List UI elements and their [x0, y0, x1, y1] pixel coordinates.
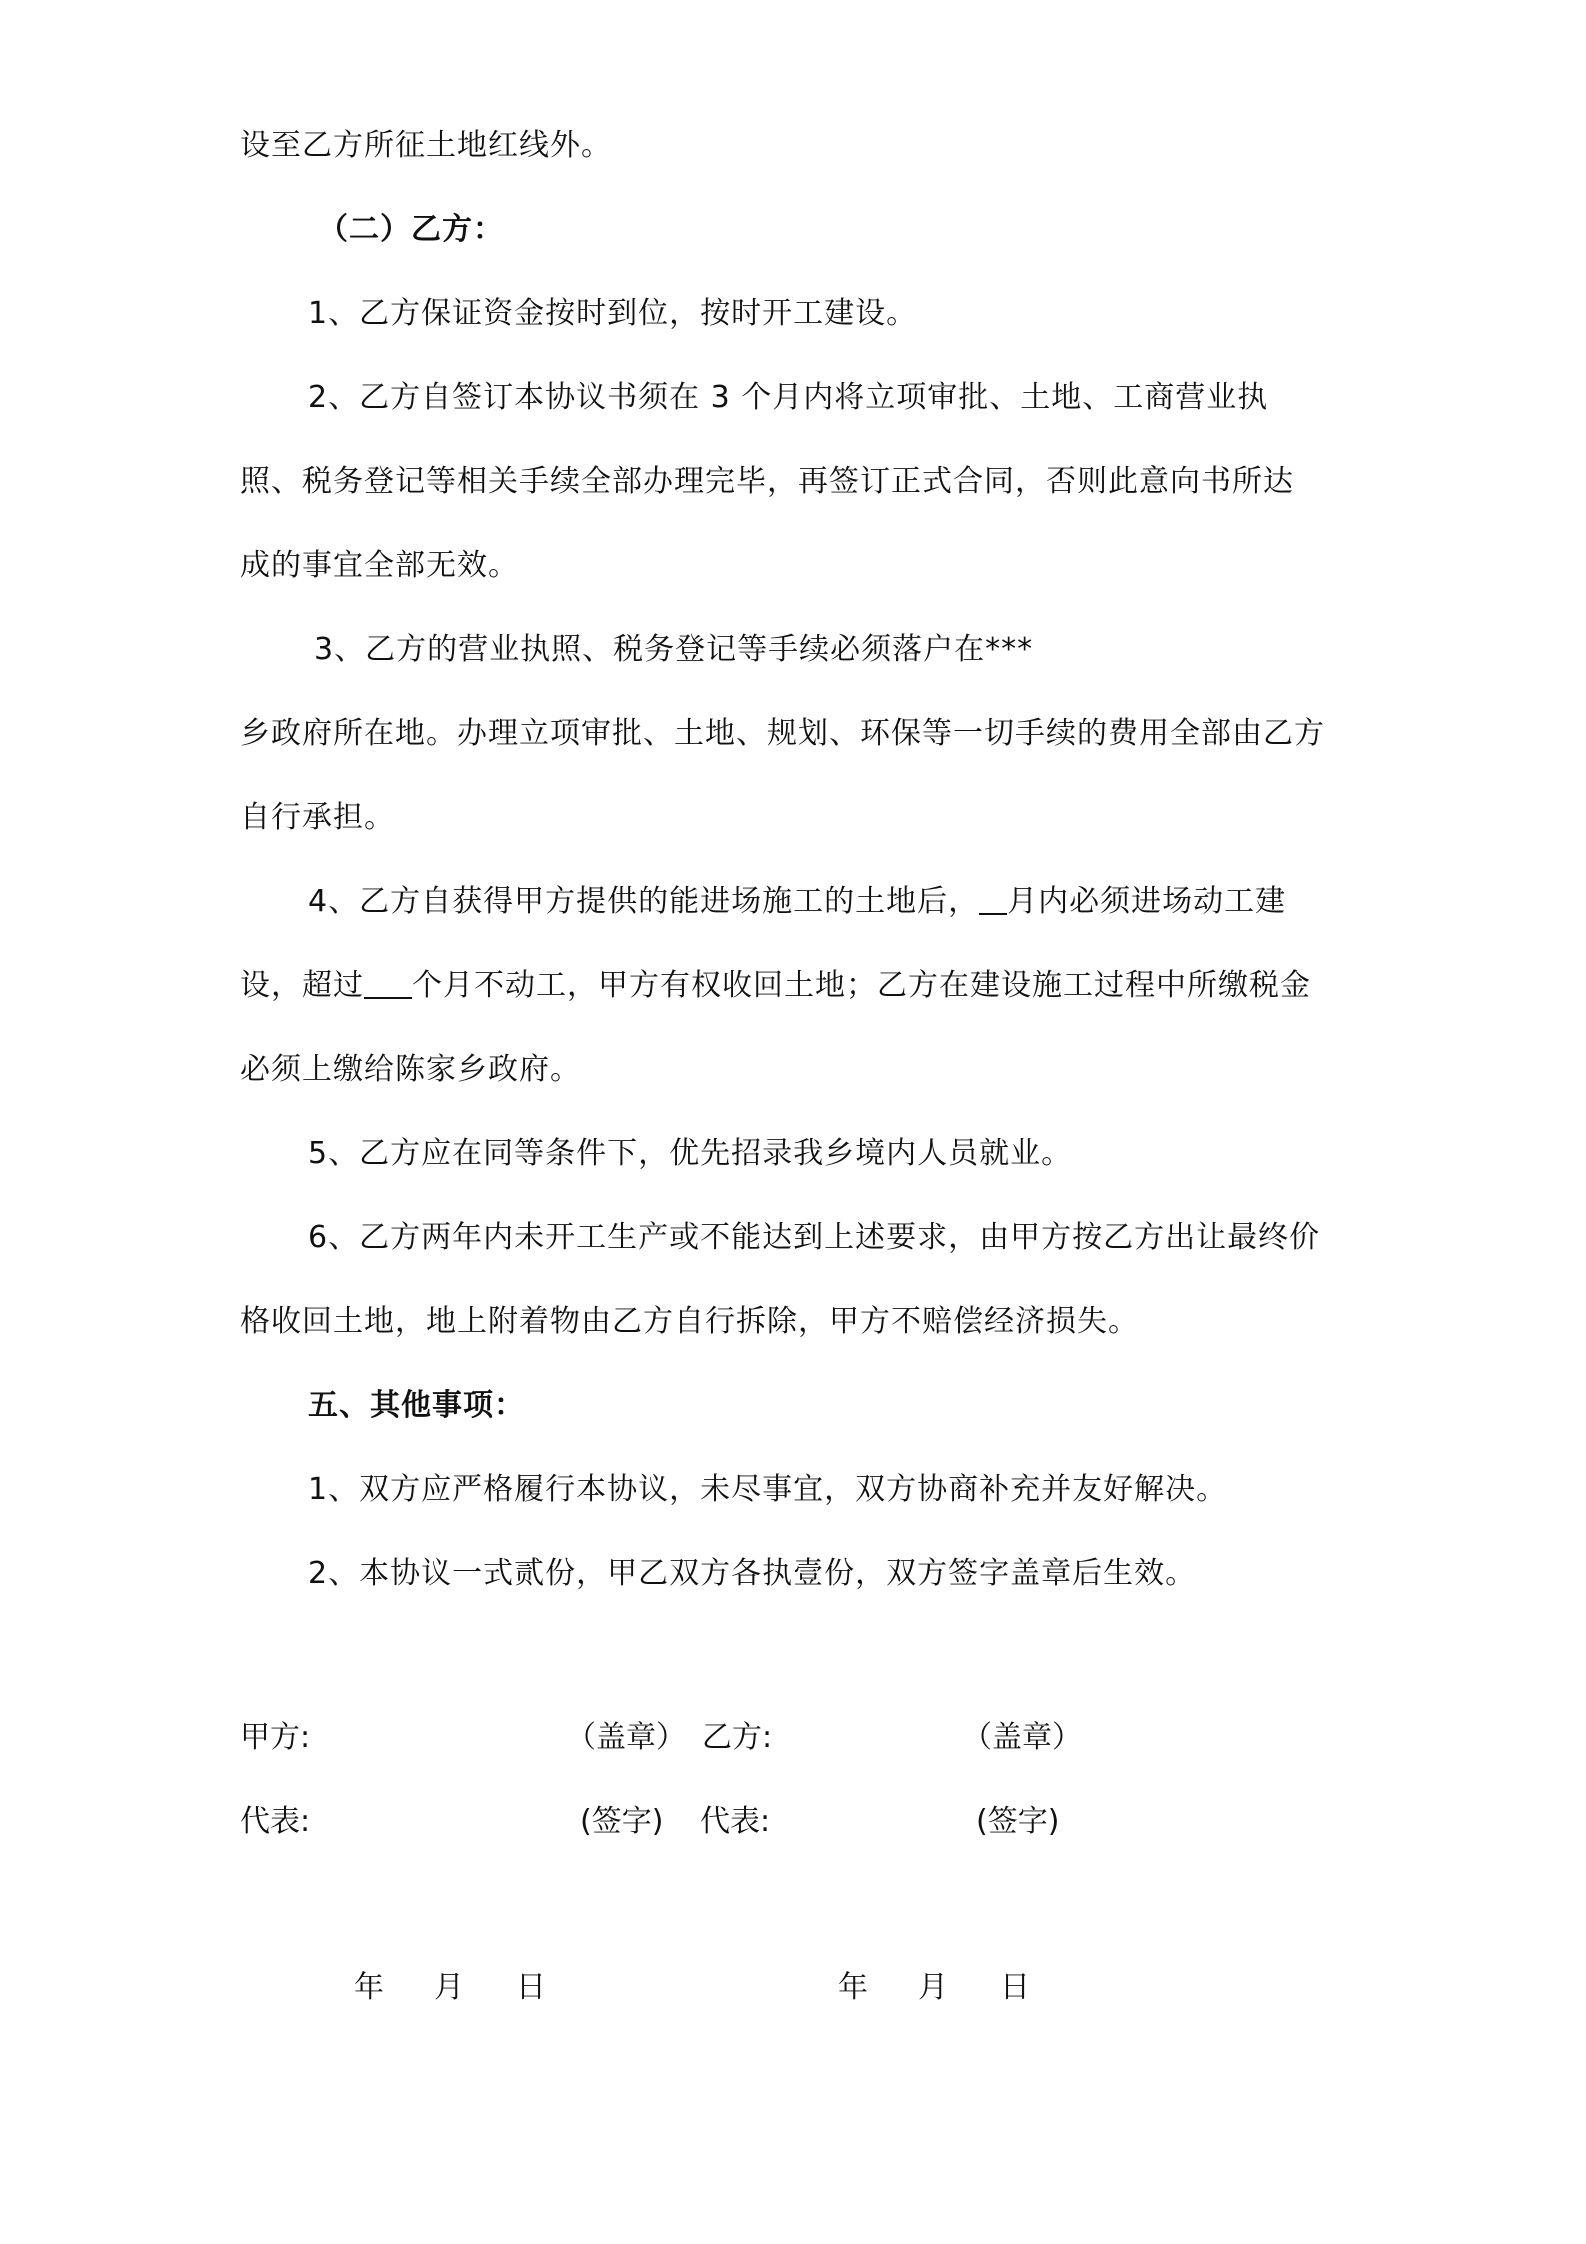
blank-underline-months	[979, 883, 1007, 915]
clause-b-4-line-2	[240, 966, 1311, 1006]
party-b-sign: (签字)	[976, 1804, 1060, 1839]
clause-b-3-line-2: 乡政府所在地。办理立项审批、土地、规划、环保等一切手续的费用全部由乙方	[240, 716, 1325, 751]
party-b-label: 乙方:	[702, 1720, 773, 1755]
clause-b-6-line-1: 6、乙方两年内未开工生产或不能达到上述要求，由甲方按乙方出让最终价	[308, 1220, 1321, 1255]
party-b-seal: （盖章）	[962, 1720, 1082, 1755]
body-line-1: 设至乙方所征土地红线外。	[240, 128, 612, 163]
clause-b-2-line-3: 成的事宜全部无效。	[240, 548, 519, 583]
clause-b-4-text-a: 4、乙方自获得甲方提供的能进场施工的土地后，	[308, 884, 980, 919]
clause-b-3-line-1: 3、乙方的营业执照、税务登记等手续必须落户在***	[314, 632, 1034, 667]
party-a-date-month: 月	[434, 1970, 464, 2005]
section-heading-other: 五、其他事项：	[308, 1388, 525, 1423]
clause-b-6-line-2: 格收回土地，地上附着物由乙方自行拆除，甲方不赔偿经济损失。	[240, 1304, 1139, 1339]
party-a-date-day: 日	[516, 1970, 546, 2005]
clause-b-2-line-2: 照、税务登记等相关手续全部办理完毕，再签订正式合同，否则此意向书所达	[240, 464, 1294, 499]
blank-underline-months-2	[364, 967, 412, 999]
party-a-seal: （盖章）	[566, 1720, 686, 1755]
clause-b-4-line-1	[308, 882, 1286, 922]
party-b-date-month: 月	[918, 1970, 948, 2005]
clause-b-4-text-c: 设，超过	[240, 968, 364, 1003]
party-a-date-year: 年	[354, 1970, 384, 2005]
section-heading-party-b: （二）乙方：	[318, 212, 504, 247]
clause-b-4-text-d: 个月不动工，甲方有权收回土地；乙方在建设施工过程中所缴税金	[412, 968, 1311, 1003]
party-a-sign: (签字)	[580, 1804, 664, 1839]
clause-b-5: 5、乙方应在同等条件下，优先招录我乡境内人员就业。	[308, 1136, 1073, 1171]
clause-other-2: 2、本协议一式贰份，甲乙双方各执壹份，双方签字盖章后生效。	[308, 1556, 1197, 1591]
clause-b-2-line-1: 2、乙方自签订本协议书须在 3 个月内将立项审批、土地、工商营业执	[308, 380, 1269, 415]
clause-b-1: 1、乙方保证资金按时到位，按时开工建设。	[308, 296, 918, 331]
clause-b-4-line-3: 必须上缴给陈家乡政府。	[240, 1052, 581, 1087]
party-a-label: 甲方:	[240, 1720, 311, 1755]
party-b-rep-label: 代表:	[700, 1804, 771, 1839]
party-b-date-year: 年	[838, 1970, 868, 2005]
clause-other-1: 1、双方应严格履行本协议，未尽事宜，双方协商补充并友好解决。	[308, 1472, 1228, 1507]
party-b-date-day: 日	[1000, 1970, 1030, 2005]
party-a-rep-label: 代表:	[240, 1804, 311, 1839]
clause-b-4-text-b: 月内必须进场动工建	[1007, 884, 1287, 919]
clause-b-3-line-3: 自行承担。	[240, 800, 395, 835]
